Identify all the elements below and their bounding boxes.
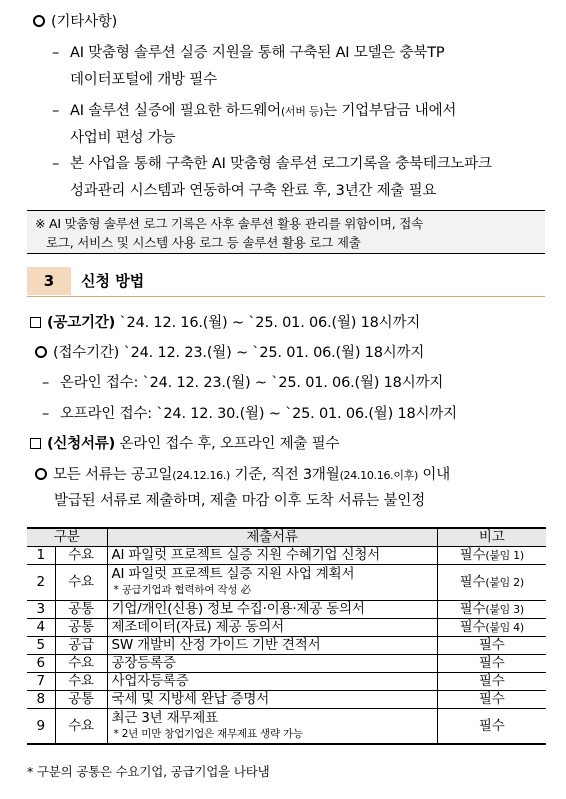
row-category: 수요 xyxy=(55,564,107,600)
row-number: 7 xyxy=(27,672,55,690)
documents-table xyxy=(27,527,546,745)
header-category: 구분 xyxy=(27,528,107,546)
dash-bullet: – xyxy=(52,156,60,172)
row-number: 9 xyxy=(27,708,55,744)
row-remark: 필수 xyxy=(437,636,546,654)
announcement-period: (공고기간) `24. 12. 16.(월) ~ `25. 01. 06.(월) 18시까지 xyxy=(30,313,420,333)
table-row xyxy=(27,564,546,600)
misc-item-2-cont: 사업비 편성 가능 xyxy=(70,130,176,146)
documents-rule: 모든 서류는 공고일(24.12.16.) 기준, 직전 3개월(24.10.16.이후) 이내 xyxy=(35,465,450,486)
misc-item-3-cont: 성과관리 시스템과 연동하여 구축 완료 후, 3년간 제출 필요 xyxy=(70,183,437,199)
header-remarks: 비고 xyxy=(437,528,546,546)
reception-period: (접수기간) `24. 12. 23.(월) ~ `25. 01. 06.(월) 18시까지 xyxy=(35,343,424,363)
misc-item-2: – AI 솔루션 실증에 필요한 하드웨어(서버 등)는 기업부담금 내에서 xyxy=(52,103,457,119)
misc-item-3: – 본 사업을 통해 구축한 AI 맞춤형 솔루션 로그기록을 충북테크노파크 xyxy=(52,156,492,172)
table-row xyxy=(27,654,546,672)
application-documents: (신청서류) 온라인 접수 후, 오프라인 제출 필수 xyxy=(30,434,339,454)
table-row xyxy=(27,690,546,708)
row-remark: 필수 xyxy=(437,672,546,690)
dash-bullet: – xyxy=(52,45,60,61)
online-reception: – 온라인 접수: `24. 12. 23.(월) ~ `25. 01. 06.(월) 18시까지 xyxy=(42,375,444,391)
table-row xyxy=(27,708,546,744)
hollow-circle-bullet-icon xyxy=(33,15,45,27)
misc-item-1-cont: 데이터포털에 개방 필수 xyxy=(70,72,217,88)
hollow-square-bullet-icon xyxy=(30,317,41,328)
hollow-circle-bullet-icon xyxy=(35,346,47,358)
header-document: 제출서류 xyxy=(107,528,437,546)
row-category: 수요 xyxy=(55,708,107,744)
row-document: 사업자등록증 xyxy=(107,672,437,690)
dash-bullet: – xyxy=(42,406,50,422)
misc-heading: (기타사항) xyxy=(33,12,117,32)
table-row xyxy=(27,618,546,636)
row-category: 수요 xyxy=(55,672,107,690)
row-number: 4 xyxy=(27,618,55,636)
row-document: 최근 3년 재무제표 * 2년 미만 창업기업은 재무제표 생략 가능 xyxy=(107,708,437,744)
row-category: 공통 xyxy=(55,618,107,636)
row-document: AI 파일럿 프로젝트 실증 지원 수혜기업 신청서 xyxy=(107,546,437,564)
section-title: 신청 방법 xyxy=(81,272,145,290)
hollow-circle-bullet-icon xyxy=(35,468,47,480)
table-row xyxy=(27,636,546,654)
misc-item-1: – AI 맞춤형 솔루션 실증 지원을 통해 구축된 AI 모델은 충북TP xyxy=(52,45,445,61)
row-remark: 필수(붙임 4) xyxy=(437,618,546,636)
note-line-1: ※ AI 맞춤형 솔루션 로그 기록은 사후 솔루션 활용 관리를 위함이며, 접속 xyxy=(35,216,424,231)
row-number: 1 xyxy=(27,546,55,564)
row-remark: 필수(붙임 3) xyxy=(437,600,546,618)
table-footnote: * 구분의 공통은 수요기업, 공급기업을 나타냄 xyxy=(27,764,270,779)
documents-rule-cont: 발급된 서류로 제출하며, 제출 마감 이후 도착 서류는 불인정 xyxy=(54,493,426,509)
row-category: 수요 xyxy=(55,546,107,564)
table-row xyxy=(27,546,546,564)
row-document-note: * 공급기업과 협력하여 작성 必 xyxy=(113,584,251,596)
row-number: 3 xyxy=(27,600,55,618)
row-category: 공통 xyxy=(55,600,107,618)
section-header xyxy=(27,265,545,297)
dash-bullet: – xyxy=(52,103,60,119)
row-number: 5 xyxy=(27,636,55,654)
row-document: AI 파일럿 프로젝트 실증 지원 사업 계획서 * 공급기업과 협력하여 작성 必 xyxy=(107,564,437,600)
row-remark: 필수 xyxy=(437,690,546,708)
row-document: 국세 및 지방세 완납 증명서 xyxy=(107,690,437,708)
row-number: 2 xyxy=(27,564,55,600)
offline-reception: – 오프라인 접수: `24. 12. 30.(월) ~ `25. 01. 06.(월) 18시까지 xyxy=(42,406,457,422)
row-document: SW 개발비 산정 가이드 기반 견적서 xyxy=(107,636,437,654)
row-remark: 필수 xyxy=(437,654,546,672)
row-number: 6 xyxy=(27,654,55,672)
row-remark: 필수(붙임 1) xyxy=(437,546,546,564)
dash-bullet: – xyxy=(42,375,50,391)
row-category: 공통 xyxy=(55,690,107,708)
row-document: 공장등록증 xyxy=(107,654,437,672)
table-row xyxy=(27,672,546,690)
row-remark: 필수 xyxy=(437,708,546,744)
hollow-square-bullet-icon xyxy=(30,438,41,449)
row-document: 제조데이터(자료) 제공 동의서 xyxy=(107,618,437,636)
note-box xyxy=(27,210,545,254)
section-number: 3 xyxy=(27,267,71,295)
note-line-2: 로그, 서비스 및 시스템 사용 로그 등 솔루션 활용 로그 제출 xyxy=(46,235,361,250)
row-category: 수요 xyxy=(55,654,107,672)
table-header-row xyxy=(27,528,546,546)
row-document-note: * 2년 미만 창업기업은 재무제표 생략 가능 xyxy=(113,727,303,740)
row-category: 공급 xyxy=(55,636,107,654)
table-row xyxy=(27,600,546,618)
row-remark: 필수(붙임 2) xyxy=(437,564,546,600)
row-document: 기업/개인(신용) 정보 수집·이용·제공 동의서 xyxy=(107,600,437,618)
row-number: 8 xyxy=(27,690,55,708)
